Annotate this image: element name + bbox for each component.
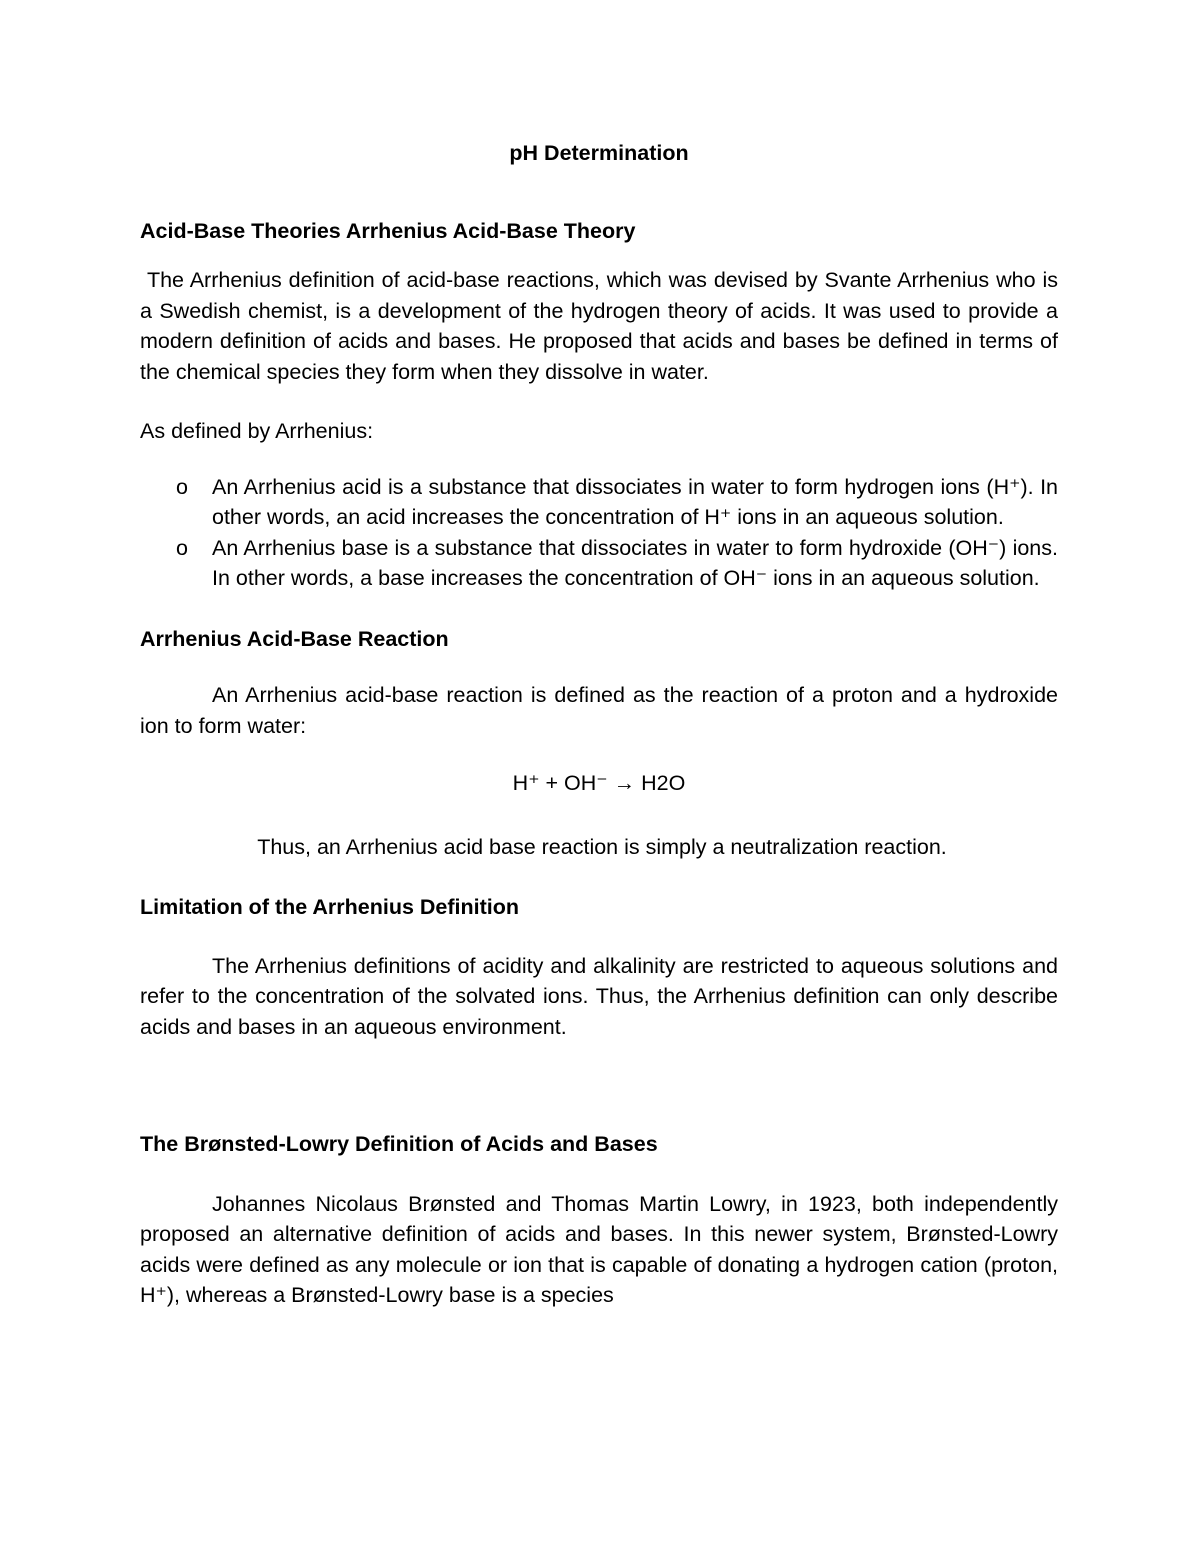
list-item-acid [140, 472, 1058, 533]
list-item-text: An Arrhenius acid is a substance that dissociates in water to form hydrogen ions (H⁺). In other words, an acid increases the concentration of H⁺ ions in an aqueous solution. [212, 474, 1058, 529]
section-heading-limitation: Limitation of the Arrhenius Definition [140, 895, 520, 919]
bullet-list [140, 472, 1058, 594]
section-heading-arrhenius-reaction: Arrhenius Acid-Base Reaction [140, 626, 449, 651]
bullet-marker: o [176, 535, 188, 560]
document-title: pH Determination [509, 141, 689, 165]
paragraph-limitation: The Arrhenius definitions of acidity and alkalinity are restricted to aqueous solutions and refer to the concentration of the solvated ions. Thus, the Arrhenius definition can only describe acids and bases in an aqueous environment. [140, 953, 1058, 1039]
list-item-base [140, 533, 1058, 594]
list-item-text: An Arrhenius base is a substance that dissociates in water to form hydroxide (OH⁻) ions. In other words, a base increases the concentration of OH⁻ ions in an aqueous solution. [212, 535, 1058, 590]
document-content [140, 138, 1064, 1311]
paragraph-neutralization: Thus, an Arrhenius acid base reaction is simply a neutralization reaction. [251, 834, 947, 859]
section-heading-arrhenius-theory: Acid-Base Theories Arrhenius Acid-Base Theory [140, 218, 636, 243]
paragraph-bronsted-lowry: Johannes Nicolaus Brønsted and Thomas Martin Lowry, in 1923, both independently proposed an alternative definition of acids and bases. In this newer system, Brønsted-Lowry acids were defined as any molecule or ion that is capable of donating a hydrogen cation (proton, H⁺), whereas a Brønsted-Lowry base is a species [140, 1191, 1058, 1307]
bullet-marker: o [176, 474, 188, 499]
paragraph-as-defined: As defined by Arrhenius: [140, 419, 374, 443]
paragraph-arrhenius-definition: The Arrhenius definition of acid-base reactions, which was devised by Svante Arrhenius who is a Swedish chemist, is a development of the hydrogen theory of acids. It was used to provide a modern definition of acids and bases. He proposed that acids and bases be defined in terms of the chemical species they form when they dissolve in water. [140, 268, 1064, 384]
section-heading-bronsted-lowry: The Brønsted-Lowry Definition of Acids and Bases [140, 1132, 658, 1156]
equation: H⁺ + OH⁻ → H2O [512, 771, 686, 795]
paragraph-reaction-definition: An Arrhenius acid-base reaction is defined as the reaction of a proton and a hydroxide ion to form water: [140, 683, 1058, 738]
